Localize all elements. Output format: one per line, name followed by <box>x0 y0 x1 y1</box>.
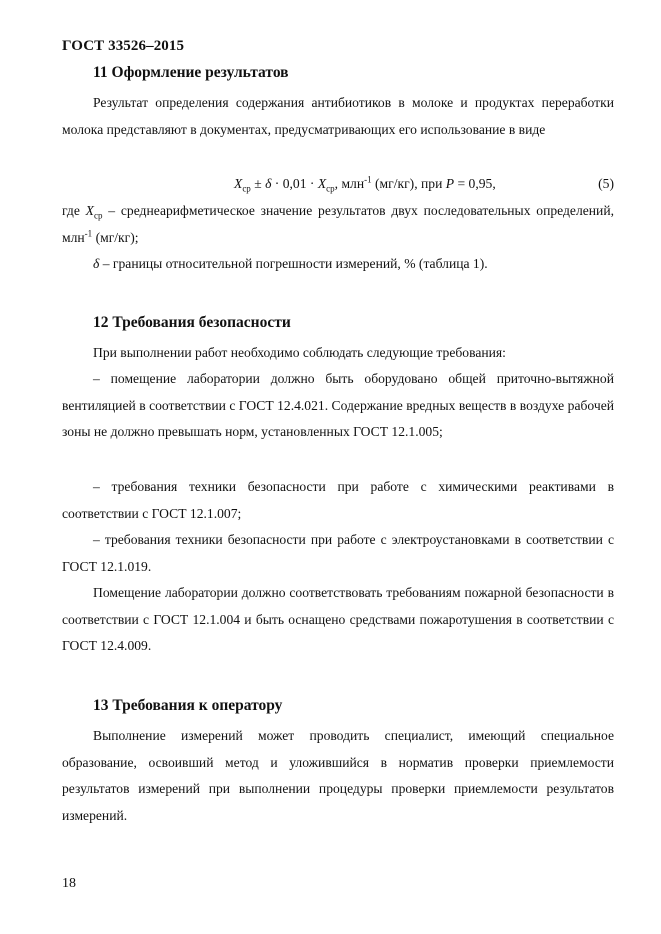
section-11-intro: Результат определения содержания антибиотиков в молоке и продуктах переработки молока представляют в документах, предусматривающих его использование в виде <box>62 95 614 137</box>
section-12-item-chemicals: – требования техники безопасности при работе с химическими реактивами в соответствии с ГОСТ 12.1.007; <box>62 479 614 521</box>
formula-5 <box>62 174 614 194</box>
section-12-item-ventilation: – помещение лаборатории должно быть оборудовано общей приточно-вытяжной вентиляцией в соответствии с ГОСТ 12.4.021. Содержание вредных веществ в воздухе рабочей зоны не должно превышать норм, установленных ГОСТ 12.1.005; <box>62 371 614 440</box>
formula-number: (5) <box>598 176 614 191</box>
section-12-heading: 12 Требования безопасности <box>93 314 291 331</box>
section-12-item-electrical: – требования техники безопасности при работе с электроустановками в соответствии с ГОСТ 12.1.019. <box>62 532 614 574</box>
section-13-heading: 13 Требования к оператору <box>93 697 283 714</box>
section-11-delta: δ – границы относительной погрешности измерений, % (таблица 1). <box>93 256 488 271</box>
formula-expression: $X_{ср} \pm \delta \cdot 0,01 \cdot X_{ср}$, млн$^{-1}$ (мг/кг), при P = 0,95, <box>234 174 496 194</box>
section-11-where: где $X_{ср}$ – среднеарифметическое значение результатов двух последовательных определений, млн$^{-1}$ (мг/кг); <box>62 203 615 245</box>
section-12-fire-safety: Помещение лаборатории должно соответствовать требованиям пожарной безопасности в соответствии с ГОСТ 12.1.004 и быть оснащено средствами пожаротушения в соответствии с ГОСТ 12.4.009. <box>62 585 614 654</box>
document-header: ГОСТ 33526–2015 <box>62 38 185 54</box>
page-number: 18 <box>62 876 76 891</box>
section-13-text: Выполнение измерений может проводить специалист, имеющий специальное образование, освоивший метод и уложившийся в норматив проверки приемлемости результатов измерений при выполнении процедуры проверки приемлемости результатов измерений. <box>62 728 614 823</box>
section-12-intro: При выполнении работ необходимо соблюдать следующие требования: <box>93 345 506 360</box>
section-11-heading: 11 Оформление результатов <box>93 64 289 81</box>
